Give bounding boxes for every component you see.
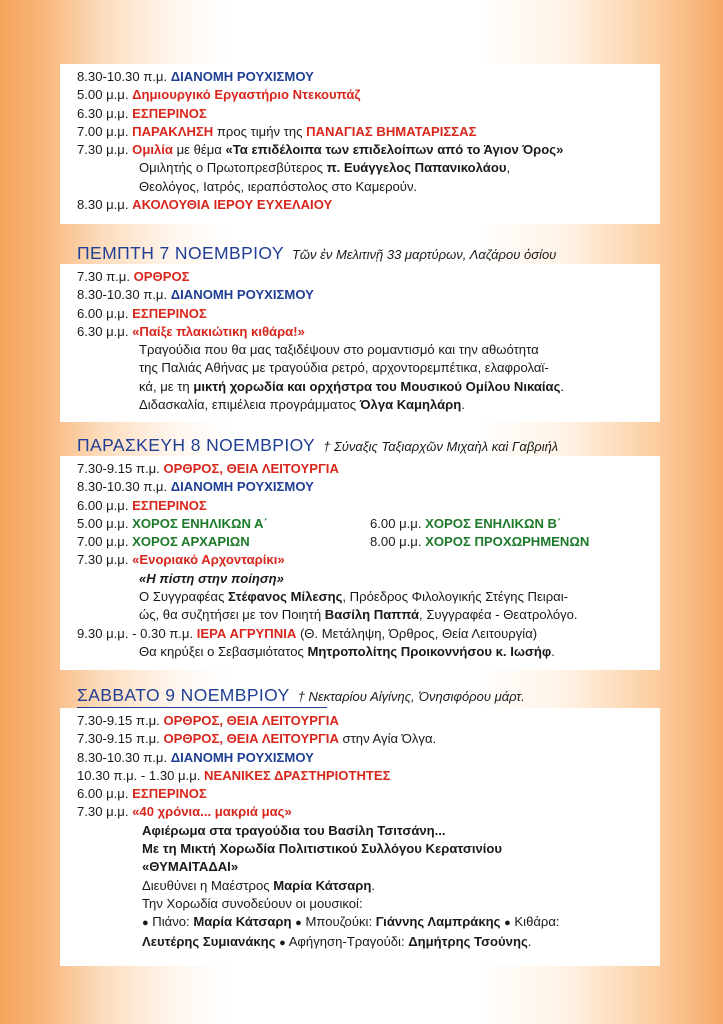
description-line: ώς, θα συζητήσει με τον Ποιητή Βασίλη Παππά, Συγγραφέα - Θεατρολόγο. <box>139 607 578 623</box>
day-title: ΠΑΡΑΣΚΕΥΗ 8 ΝΟΕΜΒΡΙΟΥ <box>77 435 316 455</box>
description-line: Με τη Μικτή Χορωδία Πολιτιστικού Συλλόγου Κερατσινίου <box>142 841 502 857</box>
schedule-line: 7.00 μ.μ. ΠΑΡΑΚΛΗΣΗ προς τιμήν της ΠΑΝΑΓΙΑΣ ΒΗΜΑΤΑΡΙΣΣΑΣ <box>77 123 477 139</box>
schedule-line: 7.30 μ.μ. «40 χρόνια... μακριά μας» <box>77 804 292 820</box>
schedule-line: 7.30-9.15 π.μ. ΟΡΘΡΟΣ, ΘΕΙΑ ΛΕΙΤΟΥΡΓΙΑ στην Αγία Όλγα. <box>77 731 437 747</box>
day-title: ΣΑΒΒΑΤΟ 9 ΝΟΕΜΒΡΙΟΥ <box>77 685 290 705</box>
schedule-line: 6.00 μ.μ. ΕΣΠΕΡΙΝΟΣ <box>77 305 207 321</box>
speaker-credentials: Θεολόγος, Ιατρός, ιεραπόστολος στο Καμερούν. <box>139 178 418 194</box>
musicians-line: Λευτέρης Συμιανάκης ● Αφήγηση-Τραγούδι: Δημήτρης Τσούνης. <box>142 933 532 949</box>
description-line: Την Χορωδία συνοδεύουν οι μουσικοί: <box>142 895 363 911</box>
bullet-icon: ● <box>295 917 302 930</box>
saint-of-day: Τῶν ἐν Μελιτινῇ 33 μαρτύρων, Λαζάρου ὁσίου <box>291 247 557 262</box>
bullet-icon: ● <box>504 917 511 930</box>
description-line: Διευθύνει η Μαέστρος Μαρία Κάτσαρη. <box>142 877 376 893</box>
schedule-line: 6.00 μ.μ. ΕΣΠΕΡΙΝΟΣ <box>77 786 207 802</box>
schedule-line: 6.30 μ.μ. ΕΣΠΕΡΙΝΟΣ <box>77 105 207 121</box>
schedule-line: 8.30-10.30 π.μ. ΔΙΑΝΟΜΗ ΡΟΥΧΙΣΜΟΥ <box>77 69 314 84</box>
schedule-line: 5.00 μ.μ. Δημιουργικό Εργαστήριο Ντεκουπάζ <box>77 87 361 103</box>
schedule-line: 8.30-10.30 π.μ. ΔΙΑΝΟΜΗ ΡΟΥΧΙΣΜΟΥ <box>77 479 314 495</box>
musicians-line: ● Πιάνο: Μαρία Κάτσαρη ● Μπουζούκι: Γιάννης Λαμπράκης ● Κιθάρα: <box>142 914 560 930</box>
speaker-line: Ομιλητής ο Πρωτοπρεσβύτερος π. Ευάγγελος Παπανικολάου, <box>139 160 511 176</box>
schedule-line: 8.30 μ.μ. ΑΚΟΛΟΥΘΙΑ ΙΕΡΟΥ ΕΥΧΕΛΑΙΟΥ <box>77 197 333 213</box>
schedule-line: 9.30 μ.μ. - 0.30 π.μ. ΙΕΡΑ ΑΓΡΥΠΝΙΑ (Θ. Μετάληψη, Όρθρος, Θεία Λειτουργία) <box>77 625 538 641</box>
description-line: Αφιέρωμα στα τραγούδια του Βασίλη Τσιτσάνη... <box>142 822 446 838</box>
section-thursday <box>60 264 660 422</box>
day-header-saturday <box>77 680 525 710</box>
saint-of-day: † Νεκταρίου Αἰγίνης, Ὀνησιφόρου μάρτ. <box>297 689 525 704</box>
schedule-line: 6.30 μ.μ. «Παίξε πλακιώτικη κιθάρα!» <box>77 323 305 339</box>
schedule-line: 7.30-9.15 π.μ. ΟΡΘΡΟΣ, ΘΕΙΑ ΛΕΙΤΟΥΡΓΙΑ <box>77 713 339 728</box>
schedule-line: 6.00 μ.μ. ΕΣΠΕΡΙΝΟΣ <box>77 497 207 513</box>
section-wednesday-continued <box>60 64 660 224</box>
schedule-line: 10.30 π.μ. - 1.30 μ.μ. ΝΕΑΝΙΚΕΣ ΔΡΑΣΤΗΡΙΟΤΗΤΕΣ <box>77 767 391 783</box>
choir-name: «ΘΥΜΑΙΤΑΔΑΙ» <box>142 859 239 875</box>
section-friday <box>60 456 660 670</box>
dance-row: 7.00 μ.μ. ΧΟΡΟΣ ΑΡΧΑΡΙΩΝ 8.00 μ.μ. ΧΟΡΟΣ ΠΡΟΧΩΡΗΜΕΝΩΝ <box>77 534 590 550</box>
description-line: Διδασκαλία, επιμέλεια προγράμματος Όλγα Καμηλάρη. <box>139 397 465 413</box>
schedule-line: 7.30-9.15 π.μ. ΟΡΘΡΟΣ, ΘΕΙΑ ΛΕΙΤΟΥΡΓΙΑ <box>77 461 339 476</box>
description-line: κά, με τη μικτή χορωδία και ορχήστρα του Μουσικού Ομίλου Νικαίας. <box>139 378 565 394</box>
schedule-line: 7.30 μ.μ. Ομιλία με θέμα «Τα επιδέλοιπα των επιδελοίπων από το Άγιον Όρος» <box>77 142 564 158</box>
description-line: Τραγούδια που θα μας ταξιδέψουν στο ρομαντισμό και την αθωότητα <box>139 342 539 358</box>
description-line: της Παλιάς Αθήνας με τραγούδια ρετρό, αρχοντορεμπέτικα, ελαφρολαϊ- <box>139 360 549 376</box>
dance-row: 5.00 μ.μ. ΧΟΡΟΣ ΕΝΗΛΙΚΩΝ Α΄ 6.00 μ.μ. ΧΟΡΟΣ ΕΝΗΛΙΚΩΝ Β΄ <box>77 515 562 531</box>
schedule-line: 8.30-10.30 π.μ. ΔΙΑΝΟΜΗ ΡΟΥΧΙΣΜΟΥ <box>77 287 314 303</box>
schedule-line: 7.30 π.μ. ΟΡΘΡΟΣ <box>77 269 190 284</box>
talk-subtitle: «Η πίστη στην ποίηση» <box>139 570 284 586</box>
bullet-icon: ● <box>142 917 149 930</box>
schedule-line: 7.30 μ.μ. «Ενοριακό Αρχονταρίκι» <box>77 552 285 568</box>
bullet-icon: ● <box>279 936 286 949</box>
saint-of-day: † Σύναξις Ταξιαρχῶν Μιχαὴλ καὶ Γαβριήλ <box>323 439 559 454</box>
schedule-line: 8.30-10.30 π.μ. ΔΙΑΝΟΜΗ ΡΟΥΧΙΣΜΟΥ <box>77 749 314 765</box>
description-line: Θα κηρύξει ο Σεβασμιότατος Μητροπολίτης Προικοννήσου κ. Ιωσήφ. <box>139 643 555 659</box>
section-saturday <box>60 708 660 966</box>
description-line: Ο Συγγραφέας Στέφανος Μίλεσης, Πρόεδρος Φιλολογικής Στέγης Πειραι- <box>139 589 569 605</box>
day-title: ΠΕΜΠΤΗ 7 ΝΟΕΜΒΡΙΟΥ <box>77 243 284 263</box>
